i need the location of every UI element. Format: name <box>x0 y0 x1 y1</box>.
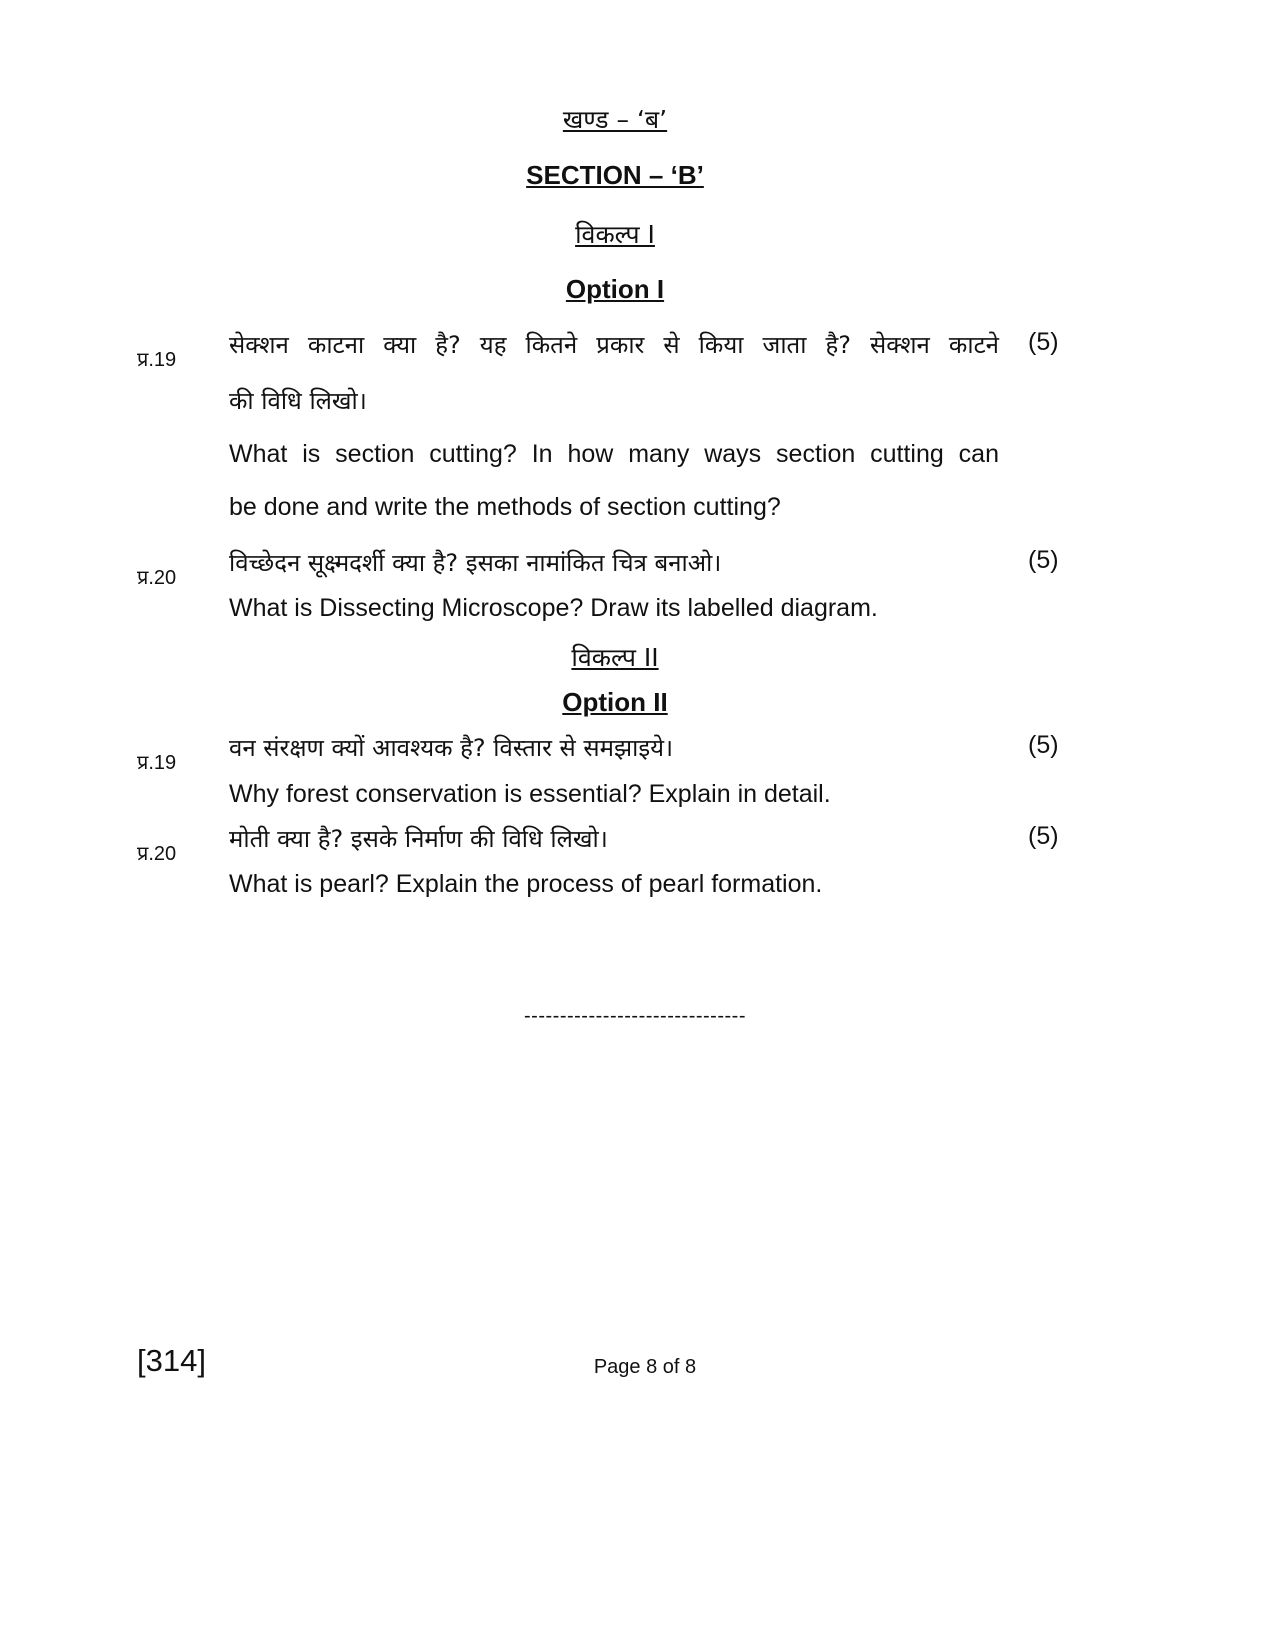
question-text-hindi: विच्छेदन सूक्ष्मदर्शी क्या है? इसका नामांकित चित्र बनाओ। <box>229 549 722 577</box>
question-number: प्र.20 <box>137 567 177 589</box>
section-heading-hindi: खण्ड – ‘ब’ <box>562 105 668 134</box>
question-text-english-cont: be done and write the methods of section cutting? <box>229 493 781 521</box>
question-text-hindi: मोती क्या है? इसके निर्माण की विधि लिखो। <box>229 825 608 853</box>
section-heading-english: SECTION – ‘B’ <box>526 160 704 190</box>
question-text-english: What is pearl? Explain the process of pearl formation. <box>229 870 823 898</box>
question-number: प्र.20 <box>137 843 177 865</box>
footer-code: [314] <box>137 1343 206 1378</box>
option-2-heading-hindi: विकल्प II <box>571 643 659 672</box>
question-text-hindi-cont: की विधि लिखो। <box>229 387 367 415</box>
option-1-heading-hindi: विकल्प I <box>575 220 655 249</box>
question-number: प्र.19 <box>137 349 177 371</box>
question-text-english: Why forest conservation is essential? Explain in detail. <box>229 780 831 808</box>
option-1-heading-english: Option I <box>565 274 665 304</box>
question-text-english: What is section cutting? In how many ways section cutting can <box>229 440 999 468</box>
question-text-hindi: सेक्शन काटना क्या है? यह कितने प्रकार से किया जाता है? सेक्शन काटने <box>229 331 999 359</box>
question-marks: (5) <box>1028 328 1059 356</box>
option-2-heading-english: Option II <box>562 687 668 717</box>
question-marks: (5) <box>1028 731 1059 759</box>
page-number: Page 8 of 8 <box>593 1356 697 1378</box>
question-marks: (5) <box>1028 546 1059 574</box>
question-number: प्र.19 <box>137 752 177 774</box>
question-marks: (5) <box>1028 822 1059 850</box>
end-separator: ------------------------------- <box>524 1005 746 1027</box>
question-text-english: What is Dissecting Microscope? Draw its labelled diagram. <box>229 594 878 622</box>
question-text-hindi: वन संरक्षण क्यों आवश्यक है? विस्तार से समझाइये। <box>229 734 674 762</box>
